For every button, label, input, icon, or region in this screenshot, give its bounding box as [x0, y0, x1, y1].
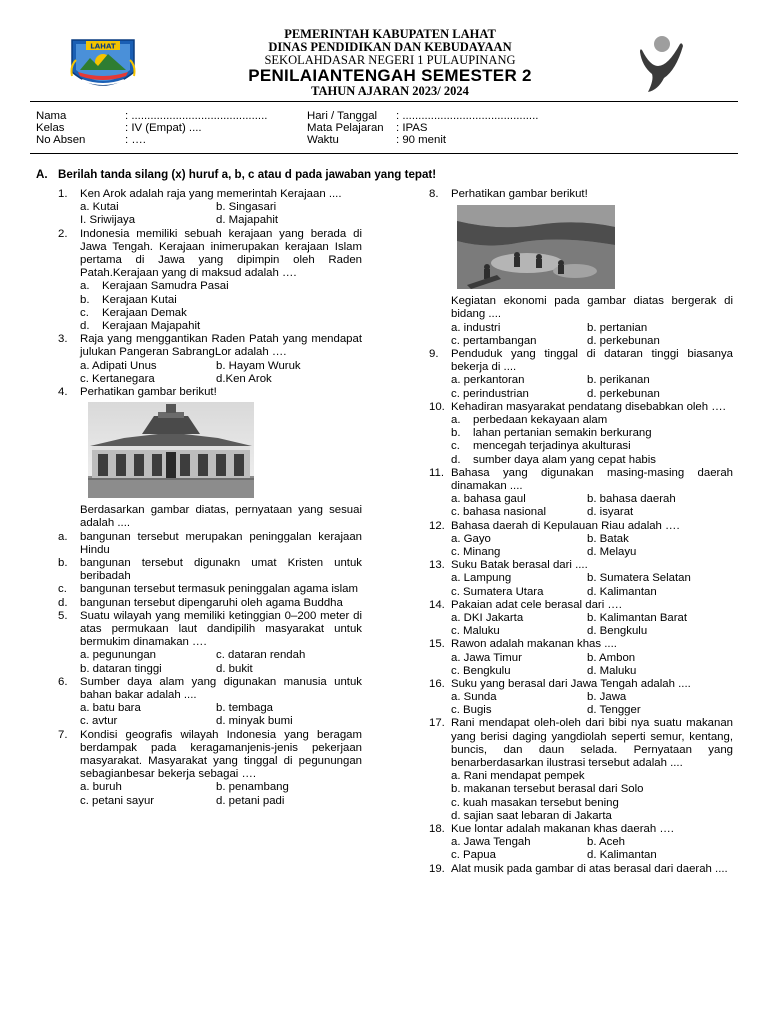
option[interactable]: a. Rani mendapat pempek — [451, 770, 585, 783]
option[interactable]: b. Batak — [587, 532, 629, 545]
section-a-instruction: Berilah tanda silang (x) huruf a, b, c atau d pada jawaban yang tepat! — [58, 168, 437, 181]
academic-year: TAHUN AJARAN 2023/ 2024 — [311, 84, 469, 98]
option[interactable]: d. bangunan tersebut dipengaruhi oleh agama Buddha — [58, 596, 343, 609]
option[interactable]: d. sajian saat lebaran di Jakarta — [451, 809, 612, 822]
option[interactable]: c. perindustrian — [451, 387, 529, 400]
option[interactable]: c. bangunan tersebut termasuk peninggalan agama islam — [58, 583, 358, 596]
date-field[interactable]: : ........................................... — [396, 110, 539, 122]
class-label: Kelas — [36, 122, 65, 134]
option[interactable]: b. dataran tinggi — [80, 662, 162, 675]
option[interactable]: b. pertanian — [587, 321, 648, 334]
name-label: Nama — [36, 110, 67, 122]
question-14: 14. Pakaian adat cele berasal dari …. — [429, 598, 622, 611]
option[interactable]: a. industri — [451, 321, 501, 334]
question-17-option-c — [429, 797, 733, 810]
section-a-letter: A. — [36, 168, 48, 181]
option[interactable]: a. Kerajaan Samudra Pasai — [80, 280, 229, 293]
right-column — [429, 188, 733, 876]
option[interactable]: d. Kerajaan Majapahit — [80, 320, 201, 332]
question-15-options-row1 — [429, 652, 733, 665]
option[interactable]: b. Sumatera Selatan — [587, 572, 691, 585]
question-5: 5. Suatu wilayah yang memiliki ketinggian 0–200 meter di atas permukaan laut dandipilih masyarakat untuk bermukim dinamakan …. — [58, 609, 362, 649]
option[interactable]: a. bahasa gaul — [451, 493, 526, 506]
question-8-stem: Kegiatan ekonomi pada gambar diatas bergerak di bidang .... — [451, 295, 733, 321]
option[interactable]: a. batu bara — [80, 702, 141, 715]
question-1-options-row2 — [58, 214, 362, 227]
question-15: 15. Rawon adalah makanan khas .... — [429, 638, 617, 651]
option[interactable]: c. Kerajaan Demak — [80, 306, 187, 319]
question-13-options-row2 — [429, 586, 733, 599]
option[interactable]: b. Jawa — [587, 691, 627, 704]
option[interactable]: b. Kerajaan Kutai — [80, 293, 177, 306]
question-17-option-d — [429, 810, 733, 823]
question-18-options-row2 — [429, 849, 733, 862]
question-3-options-row2 — [58, 373, 362, 386]
question-12-options-row2 — [429, 546, 733, 559]
header-department: DINAS PENDIDIKAN DAN KEBUDAYAAN — [268, 40, 512, 54]
question-4: 4. Perhatikan gambar berikut! — [58, 385, 217, 398]
question-5-options-row2 — [58, 663, 362, 676]
question-16-options-row1 — [429, 691, 733, 704]
question-7-options-row1 — [58, 781, 362, 794]
option[interactable]: a. perbedaan kekayaan alam — [451, 413, 608, 426]
option[interactable]: I. Sriwijaya — [80, 214, 136, 227]
exam-title: PENILAIANTENGAH SEMESTER 2 — [248, 66, 532, 85]
question-3-options-row1 — [58, 360, 362, 373]
date-label: Hari / Tanggal — [307, 110, 378, 122]
question-12-options-row1 — [429, 533, 733, 546]
time-value: : 90 menit — [396, 134, 447, 146]
question-18-options-row1 — [429, 836, 733, 849]
name-field[interactable]: : ........................................... — [125, 110, 268, 122]
question-11-options-row1 — [429, 493, 733, 506]
option[interactable]: a. Lampung — [451, 572, 512, 585]
question-17: 17. Rani mendapat oleh-oleh dari bibi nya suatu makanan yang berisi daging yangdiolah seperti semur, kentang, buncis, dan daun selada. Pernyataan yang benarberdasarkan ilustrasi tersebut adalah .... — [429, 717, 733, 770]
question-13: 13. Suku Batak berasal dari .... — [429, 559, 588, 572]
question-16: 16. Suku yang berasal dari Jawa Tengah adalah .... — [429, 677, 691, 690]
question-7-options-row2 — [58, 795, 362, 808]
question-5-options-row1 — [58, 649, 362, 662]
subject-value: : IPAS — [396, 122, 428, 134]
option[interactable]: a. Jawa Timur — [451, 651, 522, 664]
option[interactable]: c. dataran rendah — [216, 649, 306, 662]
option[interactable]: a. bangunan tersebut merupakan peninggalan kerajaan Hindu — [58, 530, 362, 556]
question-15-options-row2 — [429, 665, 733, 678]
option[interactable]: a. Gayo — [451, 532, 491, 545]
option[interactable]: b. bangunan tersebut digunakn umat Kristen untuk beribadah — [58, 557, 362, 583]
question-16-options-row2 — [429, 704, 733, 717]
question-6: 6. Sumber daya alam yang digunakan manusia untuk bahan bakar adalah .... — [58, 675, 362, 701]
option[interactable]: b. Kalimantan Barat — [587, 611, 688, 624]
option[interactable]: d. sumber daya alam yang cepat habis — [451, 453, 656, 466]
option[interactable]: b. makanan tersebut berasal dari Solo — [451, 783, 644, 796]
question-8: 8. Perhatikan gambar berikut! — [429, 188, 588, 200]
option[interactable]: d. minyak bumi — [216, 715, 293, 728]
question-7: 7. Kondisi geografis wilayah Indonesia yang beragam berdampak pada keragamanjenis-jenis pekerjaan masyarakat. Masyarakat yang tinggal di pegunungan sebagianbesar bekerja sebagai …. — [58, 728, 362, 781]
option[interactable]: a. DKI Jakarta — [451, 611, 524, 624]
question-18: 18. Kue lontar adalah makanan khas daerah …. — [429, 823, 674, 836]
question-3: 3. Raja yang menggantikan Raden Patah yang mendapat julukan Pangeran SabrangLor adalah …. — [58, 333, 362, 359]
option[interactable]: b. bahasa daerah — [587, 493, 676, 506]
option[interactable]: d. Maluku — [587, 664, 637, 677]
option[interactable]: d. isyarat — [587, 506, 634, 519]
question-17-option-a — [429, 770, 733, 783]
question-11-options-row2 — [429, 506, 733, 519]
option[interactable]: c. Bugis — [451, 704, 492, 717]
option[interactable]: a. perkantoran — [451, 374, 525, 387]
option[interactable]: d. bukit — [216, 662, 253, 675]
option[interactable]: b. Singasari — [216, 201, 277, 214]
mosque-photo — [88, 402, 254, 498]
header-school: SEKOLAHDASAR NEGERI 1 PULAUPINANG — [264, 53, 516, 67]
mining-photo — [457, 205, 615, 289]
option[interactable]: d.Ken Arok — [216, 372, 272, 385]
question-10: 10. Kehadiran masyarakat pendatang disebabkan oleh …. — [429, 400, 726, 413]
option[interactable]: c. petani sayur — [80, 794, 155, 807]
option[interactable]: d. petani padi — [216, 794, 285, 807]
option[interactable]: d. Majapahit — [216, 214, 279, 227]
option[interactable]: a. Sunda — [451, 691, 497, 704]
question-1: 1. Ken Arok adalah raja yang memerintah Kerajaan .... — [58, 188, 342, 200]
question-1-options-row1 — [58, 201, 362, 214]
option[interactable]: d. Tengger — [587, 704, 641, 717]
option[interactable]: a. pegunungan — [80, 649, 157, 662]
absence-number-field[interactable]: : …. — [125, 134, 146, 146]
option[interactable]: c. pertambangan — [451, 334, 537, 347]
question-14-options-row2 — [429, 625, 733, 638]
option[interactable]: b. penambang — [216, 781, 289, 794]
question-9-options-row1 — [429, 374, 733, 387]
logo-text: LAHAT — [90, 42, 116, 51]
question-6-options-row2 — [58, 715, 362, 728]
option[interactable]: c. Sumatera Utara — [451, 585, 544, 598]
question-2: 2. Indonesia memiliki sebuah kerajaan yang berada di Jawa Tengah. Kerajaan inimerupakan kerajaan Islam pertama di Jawa yang dipimpin oleh Raden Patah.Kerajaan yang di maksud adalah …. — [58, 227, 362, 280]
option[interactable]: c. Papua — [451, 849, 496, 862]
time-label: Waktu — [307, 134, 339, 146]
absence-number-label: No Absen — [36, 134, 86, 146]
option[interactable]: b. Ambon — [587, 651, 636, 664]
option[interactable]: b. Aceh — [587, 836, 625, 849]
question-8-options-row1 — [429, 322, 733, 335]
school-mascot-logo — [628, 30, 692, 96]
option[interactable]: d. Bengkulu — [587, 625, 648, 638]
option[interactable]: d. perkebunan — [587, 387, 660, 400]
question-8-options-row2 — [429, 335, 733, 348]
option[interactable]: c. Kertanegara — [80, 372, 155, 385]
option[interactable]: b. tembaga — [216, 702, 273, 715]
option[interactable]: c. mencegah terjadinya akulturasi — [451, 440, 631, 453]
subject-label: Mata Pelajaran — [307, 122, 384, 134]
header-government: PEMERINTAH KABUPATEN LAHAT — [284, 27, 496, 41]
option[interactable]: b. perikanan — [587, 374, 650, 387]
left-column — [58, 188, 362, 808]
question-12: 12. Bahasa daerah di Kepulauan Riau adalah …. — [429, 519, 680, 532]
class-value: : IV (Empat) .... — [125, 122, 202, 134]
question-17-option-b — [429, 783, 733, 796]
option[interactable]: d. Kalimantan — [587, 585, 657, 598]
question-13-options-row1 — [429, 572, 733, 585]
info-divider — [30, 153, 738, 154]
question-14-options-row1 — [429, 612, 733, 625]
question-9: 9. Penduduk yang tinggal di dataran tinggi biasanya bekerja di .... — [429, 347, 733, 374]
option[interactable]: c. bahasa nasional — [451, 506, 546, 519]
option[interactable]: a. Jawa Tengah — [451, 836, 531, 849]
option[interactable]: c. avtur — [80, 715, 118, 728]
option[interactable]: d. Melayu — [587, 545, 637, 558]
header-divider — [30, 101, 738, 102]
option[interactable]: a. Kutai — [80, 201, 119, 214]
option[interactable]: a. Adipati Unus — [80, 359, 157, 372]
question-19: 19. Alat musik pada gambar di atas berasal dari daerah .... — [429, 862, 728, 875]
question-11: 11. Bahasa yang digunakan masing-masing daerah dinamakan .... — [429, 466, 733, 492]
option[interactable]: b. Hayam Wuruk — [216, 359, 301, 372]
option[interactable]: d. Kalimantan — [587, 849, 657, 862]
option[interactable]: c. Maluku — [451, 625, 500, 638]
option[interactable]: c. kuah masakan tersebut bening — [451, 796, 619, 809]
option[interactable]: a. buruh — [80, 781, 122, 794]
question-6-options-row1 — [58, 702, 362, 715]
option[interactable]: c. Bengkulu — [451, 664, 511, 677]
option[interactable]: c. Minang — [451, 545, 501, 558]
regency-logo — [68, 36, 138, 94]
option[interactable]: b. lahan pertanian semakin berkurang — [451, 427, 652, 440]
question-4-stem: Berdasarkan gambar diatas, pernyataan yang sesuai adalah .... — [80, 504, 362, 530]
option[interactable]: d. perkebunan — [587, 334, 660, 347]
question-9-options-row2 — [429, 388, 733, 401]
